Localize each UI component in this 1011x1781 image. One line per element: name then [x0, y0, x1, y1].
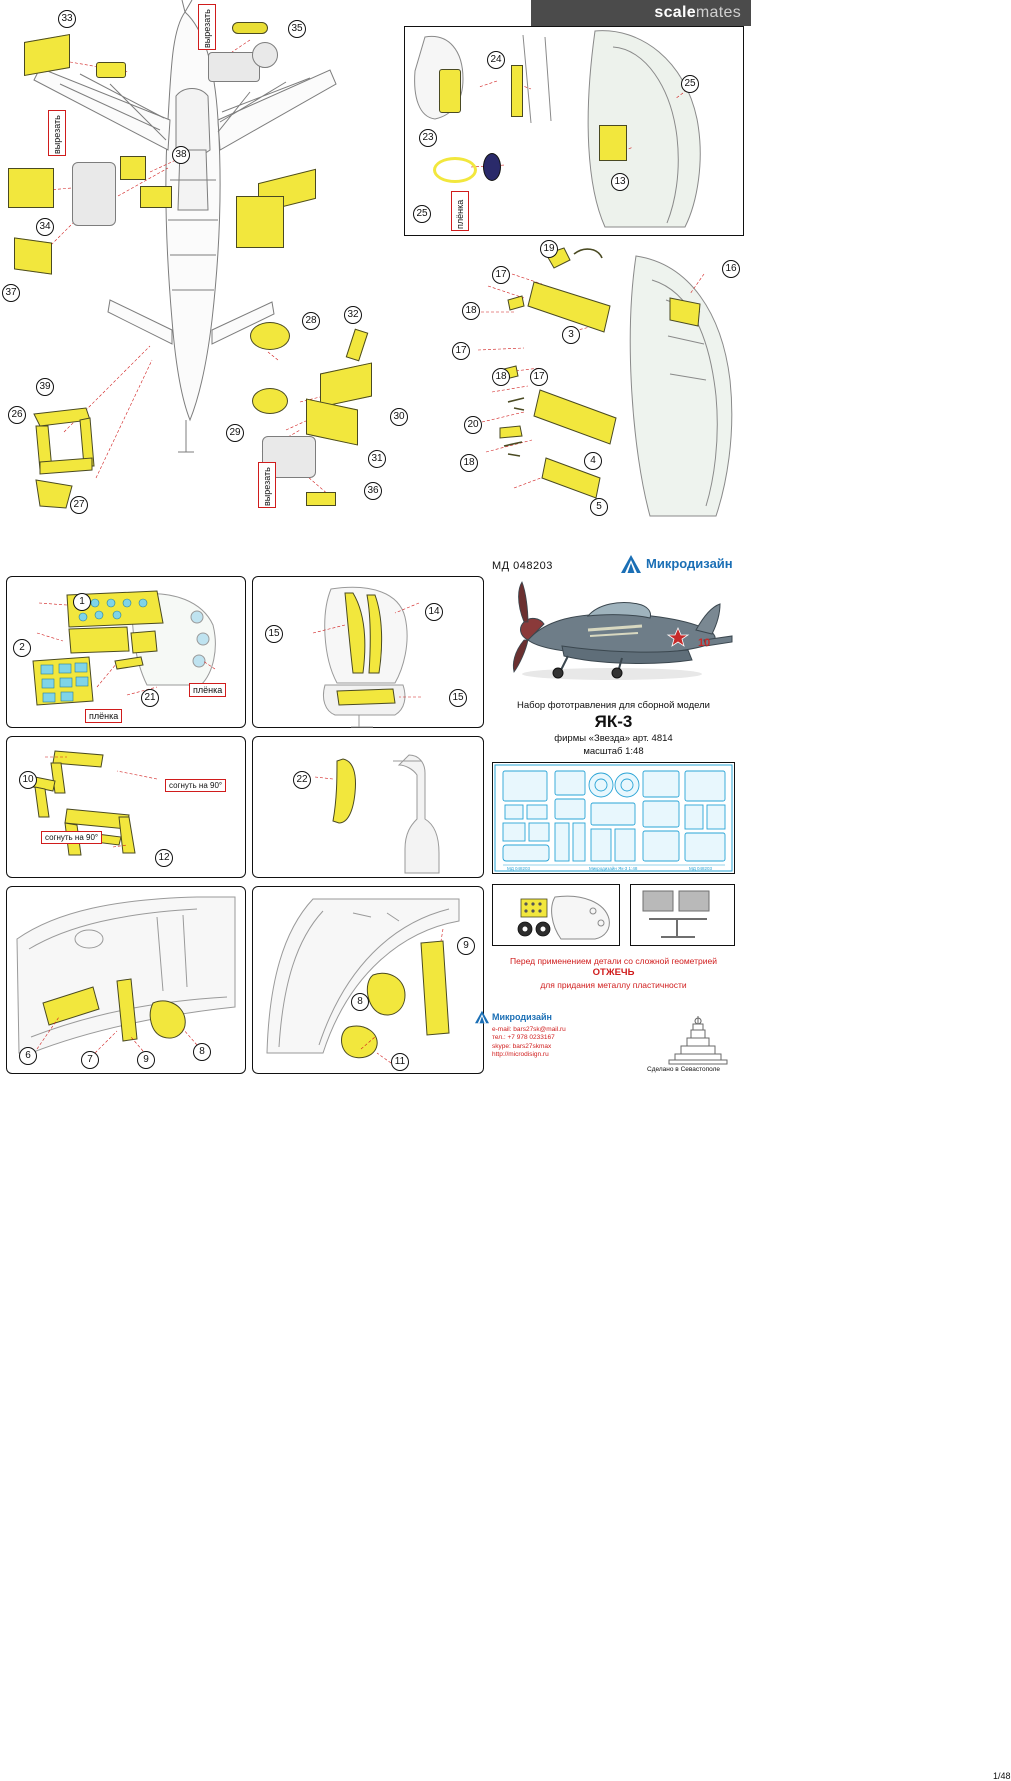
cockpit-sidewall-diagram	[404, 240, 751, 530]
footer-made-in: Сделано в Севастополе	[647, 1066, 721, 1073]
pe-part-13	[599, 125, 627, 161]
callout-31: 31	[368, 450, 386, 468]
label-cut-3: вырезать	[258, 462, 276, 508]
scale-detail-linework	[493, 885, 619, 945]
footer-block	[492, 1012, 735, 1074]
callout-14: 14	[425, 603, 443, 621]
boxart-photo	[492, 578, 735, 688]
yak3-illustration	[492, 578, 735, 688]
callout-36: 36	[364, 482, 382, 500]
label-bend-1: согнуть на 90°	[165, 779, 226, 792]
label-film-2: плёнка	[189, 683, 226, 697]
panel-cockpit-frame	[404, 26, 744, 236]
microdesign-logo	[620, 552, 740, 578]
callout-12: 12	[155, 849, 173, 867]
callout-15b: 15	[449, 689, 467, 707]
panel3-linework	[7, 737, 247, 879]
callout-25b: 25	[681, 75, 699, 93]
footer-logo-text	[492, 1012, 552, 1022]
callout-15a: 15	[265, 625, 283, 643]
caption-kit-source: фирмы «Звезда» арт. 4814	[554, 733, 673, 744]
callout-4: 4	[584, 452, 602, 470]
callout-13: 13	[611, 173, 629, 191]
caption-model-title: ЯК-3	[594, 712, 633, 731]
footer-email: e-mail: bars27sk@mail.ru	[492, 1026, 566, 1033]
callout-17b: 17	[452, 342, 470, 360]
panel4-linework	[253, 737, 485, 879]
callout-20: 20	[464, 416, 482, 434]
callout-22: 22	[293, 771, 311, 789]
callout-39: 39	[36, 378, 54, 396]
callout-35: 35	[288, 20, 306, 38]
caption-scale: масштаб 1:48	[583, 746, 644, 757]
panel-wheelwell-left	[6, 886, 246, 1074]
pe-part-24	[511, 65, 523, 117]
brand-part1: scale	[654, 4, 696, 21]
callout-21: 21	[141, 689, 159, 707]
footer-triangle-icon	[474, 1010, 490, 1024]
callout-16: 16	[722, 260, 740, 278]
callout-38: 38	[172, 146, 190, 164]
callout-8b: 8	[351, 993, 369, 1011]
panel-instrument-panel	[6, 576, 246, 728]
microdesign-triangle-icon	[620, 554, 642, 574]
panel-control-stick	[252, 736, 484, 878]
callout-27: 27	[70, 496, 88, 514]
label-film-1: плёнка	[451, 191, 469, 231]
pe-fret-illustration	[492, 762, 735, 874]
article-code: МД 048203	[492, 560, 553, 572]
scale-label: 1/48	[993, 1771, 1011, 1781]
fret-linework	[493, 763, 734, 873]
callout-23: 23	[419, 129, 437, 147]
callout-3: 3	[562, 326, 580, 344]
svg-text:Микродизайн Як-3 1:48: Микродизайн Як-3 1:48	[589, 866, 638, 871]
callout-10: 10	[19, 771, 37, 789]
panel1-linework	[7, 577, 247, 729]
callout-19: 19	[540, 240, 558, 258]
main-airframe-diagram	[0, 0, 405, 540]
svg-text:10: 10	[698, 637, 711, 649]
footer-contacts	[492, 1026, 566, 1060]
microdesign-logo-text: Микродизайн	[646, 556, 733, 571]
panel-tool-detail	[630, 884, 735, 946]
footer-phone: тел.: +7 978 0233167	[492, 1034, 555, 1042]
callout-9a: 9	[137, 1051, 155, 1069]
panel-wheelwell-right	[252, 886, 484, 1074]
callout-18c: 18	[460, 454, 478, 472]
annealing-warning	[492, 955, 735, 991]
label-film-3: плёнка	[85, 709, 122, 723]
sidewall-linework	[404, 240, 751, 530]
panel5-linework	[7, 887, 247, 1075]
callout-2: 2	[13, 639, 31, 657]
pe-part-23	[439, 69, 461, 113]
svg-text:МД 048203: МД 048203	[507, 866, 531, 871]
callout-17a: 17	[492, 266, 510, 284]
svg-text:МД 048203: МД 048203	[689, 866, 713, 871]
warning-line1: Перед применением детали со сложной геометрией	[510, 956, 717, 966]
label-cut-1: вырезать	[198, 4, 216, 50]
footer-brand: Микродизайн	[492, 1012, 552, 1022]
panel6-linework	[253, 887, 485, 1075]
callout-11: 11	[391, 1053, 409, 1071]
tool-detail-linework	[631, 885, 734, 945]
callout-9b: 9	[457, 937, 475, 955]
callout-6: 6	[19, 1047, 37, 1065]
pe-frame-parts-26-27-39	[0, 0, 400, 540]
callout-25a: 25	[413, 205, 431, 223]
callout-33: 33	[58, 10, 76, 28]
sevastopol-monument-icon	[667, 1014, 729, 1066]
callout-17c: 17	[530, 368, 548, 386]
film-disc-25	[483, 153, 501, 181]
scalemates-watermark	[531, 0, 751, 26]
label-cut-2: вырезать	[48, 110, 66, 156]
warning-line3: для придания металлу пластичности	[540, 980, 687, 990]
label-bend-2: согнуть на 90°	[41, 831, 102, 844]
panel-rudder-pedals	[6, 736, 246, 878]
callout-28: 28	[302, 312, 320, 330]
pe-ring-25	[433, 157, 477, 183]
callout-8a: 8	[193, 1043, 211, 1061]
callout-32: 32	[344, 306, 362, 324]
callout-26: 26	[8, 406, 26, 424]
callout-18a: 18	[462, 302, 480, 320]
callout-29: 29	[226, 424, 244, 442]
callout-7: 7	[81, 1051, 99, 1069]
callout-18b: 18	[492, 368, 510, 386]
caption-set-description: Набор фототравления для сборной модели	[517, 700, 710, 711]
footer-site: http://microdisign.ru	[492, 1051, 549, 1059]
footer-skype: skype: bars27skmax	[492, 1042, 552, 1050]
panel-seat-harness	[252, 576, 484, 728]
callout-30: 30	[390, 408, 408, 426]
callout-37: 37	[2, 284, 20, 302]
warning-line2: ОТЖЕЧЬ	[592, 967, 635, 978]
panel2-linework	[253, 577, 485, 729]
callout-5: 5	[590, 498, 608, 516]
callout-1: 1	[73, 593, 91, 611]
brand-part2: mates	[695, 4, 741, 21]
callout-24: 24	[487, 51, 505, 69]
callout-34: 34	[36, 218, 54, 236]
